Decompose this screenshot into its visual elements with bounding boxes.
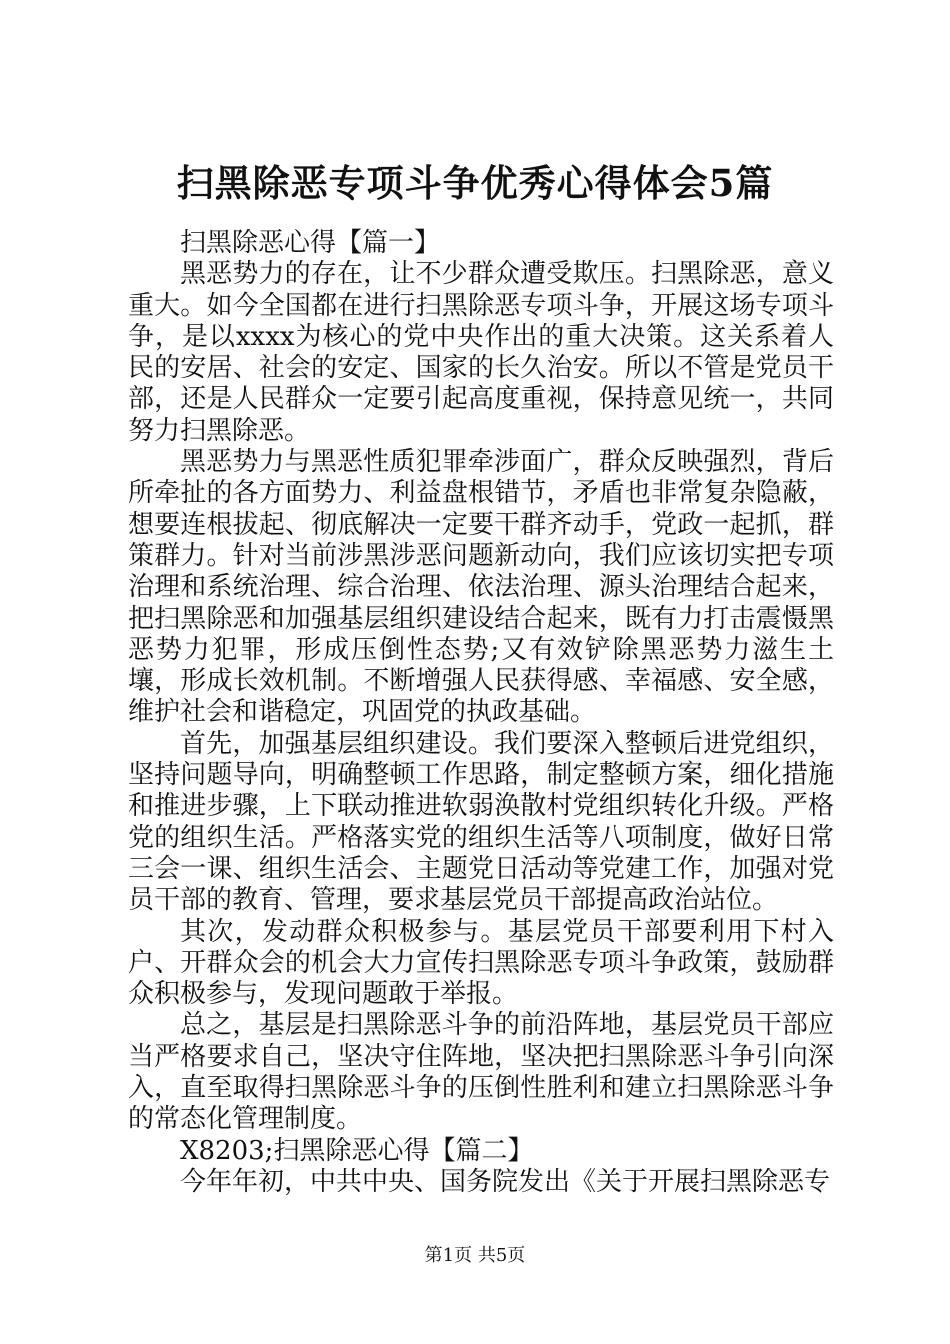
- paragraph: 黑恶势力的存在，让不少群众遭受欺压。扫黑除恶，意义重大。如今全国都在进行扫黑除恶专项斗争，开展这场专项斗争，是以xxxx为核心的党中央作出的重大决策。这关系着人民的安居、社会的安定、国家的长久治安。所以不管是党员干部，还是人民群众一定要引起高度重视，保持意见统一，共同努力扫黑除恶。: [128, 259, 834, 446]
- paragraph: 今年年初，中共中央、国务院发出《关于开展扫黑除恶专: [180, 1166, 831, 1197]
- section-heading-1: 扫黑除恶心得【篇一】: [180, 228, 441, 258]
- document-title: 扫黑除恶专项斗争优秀心得体会5篇: [176, 161, 774, 205]
- page-number-footer: 第1页 共5页: [424, 1245, 526, 1266]
- paragraph: 总之，基层是扫黑除恶斗争的前沿阵地，基层党员干部应当严格要求自己，坚决守住阵地，坚决把扫黑除恶斗争引向深入，直至取得扫黑除恶斗争的压倒性胜利和建立扫黑除恶斗争的常态化管理制度。: [128, 1010, 834, 1135]
- paragraph: 首先，加强基层组织建设。我们要深入整顿后进党组织，坚持问题导向，明确整顿工作思路，制定整顿方案，细化措施和推进步骤，上下联动推进软弱涣散村党组织转化升级。严格党的组织生活。严格落实党的组织生活等八项制度，做好日常三会一课、组织生活会、主题党日活动等党建工作，加强对党员干部的教育、管理，要求基层党员干部提高政治站位。: [128, 728, 834, 916]
- paragraph: 黑恶势力与黑恶性质犯罪牵涉面广，群众反映强烈，背后所牵扯的各方面势力、利益盘根错节，矛盾也非常复杂隐蔽，想要连根拔起、彻底解决一定要干群齐动手，党政一起抓，群策群力。针对当前涉黑涉恶问题新动向，我们应该切实把专项治理和系统治理、综合治理、依法治理、源头治理结合起来，把扫黑除恶和加强基层组织建设结合起来，既有力打击震慑黑恶势力犯罪，形成压倒性态势;又有效铲除黑恶势力滋生土壤，形成长效机制。不断增强人民获得感、幸福感、安全感，维护社会和谐稳定，巩固党的执政基础。: [128, 447, 834, 728]
- paragraph: 其次，发动群众积极参与。基层党员干部要利用下村入户、开群众会的机会大力宣传扫黑除恶专项斗争政策，鼓励群众积极参与，发现问题敢于举报。: [128, 916, 834, 1010]
- section-heading-2: X8203;扫黑除恶心得【篇二】: [180, 1135, 534, 1166]
- document-body: [128, 228, 834, 1198]
